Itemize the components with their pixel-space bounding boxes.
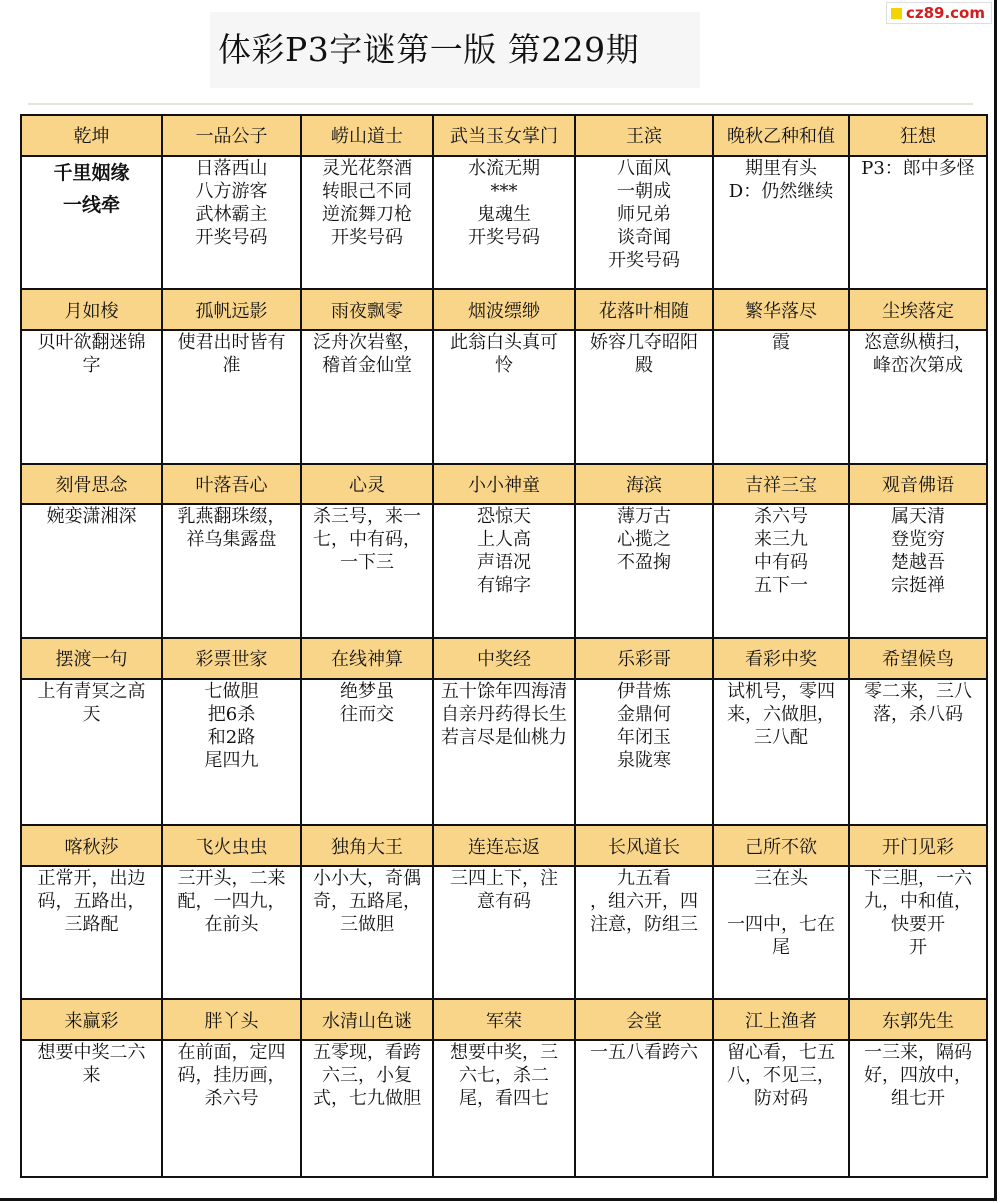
riddle-line: 祥乌集露盘 bbox=[186, 529, 277, 551]
riddle-cell bbox=[575, 330, 713, 463]
column-header: 观音佛语 bbox=[849, 464, 987, 505]
riddle-line: 来 bbox=[82, 1065, 101, 1087]
riddle-line: 水流无期 bbox=[468, 157, 540, 179]
riddle-line: 金鼎何 bbox=[617, 703, 671, 725]
riddle-line: 楚越吾 bbox=[891, 552, 945, 574]
riddle-line: 鬼魂生 bbox=[477, 203, 531, 225]
riddle-line: 在前面，定四 bbox=[177, 1042, 286, 1064]
riddle-line: 一四中，七在 bbox=[727, 913, 835, 935]
riddle-cell bbox=[21, 866, 162, 999]
riddle-line: 有锦字 bbox=[477, 575, 531, 597]
header-row bbox=[21, 464, 987, 505]
riddle-line: 灵光花祭酒 bbox=[322, 157, 412, 179]
riddle-line: 杀六号 bbox=[204, 1088, 259, 1110]
column-header: 中奖经 bbox=[433, 638, 575, 679]
riddle-line: 七，中有码， bbox=[313, 529, 421, 551]
watermark-square-icon bbox=[891, 8, 902, 19]
riddle-line: 不盈掬 bbox=[617, 552, 671, 574]
riddle-line: 伊昔炼 bbox=[617, 680, 671, 702]
riddle-line: 尾四九 bbox=[204, 749, 259, 771]
riddle-cell bbox=[575, 156, 713, 289]
riddle-line: 恣意纵横扫， bbox=[864, 332, 972, 354]
column-header: 繁华落尽 bbox=[713, 289, 849, 330]
column-header: 乐彩哥 bbox=[575, 638, 713, 679]
riddle-line: 薄万古 bbox=[617, 506, 671, 528]
column-header: 武当玉女掌门 bbox=[433, 115, 575, 156]
riddle-line: 声语况 bbox=[477, 552, 531, 574]
riddle-line: 心揽之 bbox=[617, 529, 671, 551]
riddle-cell bbox=[301, 156, 433, 289]
riddle-cell bbox=[849, 679, 987, 825]
riddle-line: 开奖号码 bbox=[468, 226, 540, 248]
riddle-line: 字 bbox=[82, 355, 101, 377]
page-title: 体彩P3字谜第一版 第229期 bbox=[218, 30, 640, 69]
riddle-line: 殿 bbox=[635, 355, 653, 377]
header-row bbox=[21, 999, 987, 1040]
riddle-cell bbox=[713, 504, 849, 637]
riddle-line: 式，七九做胆 bbox=[313, 1088, 421, 1110]
riddle-line: 准 bbox=[222, 355, 241, 377]
riddle-cell bbox=[433, 504, 575, 637]
riddle-line: 宗挺禅 bbox=[891, 575, 945, 597]
riddle-line: 怜 bbox=[495, 355, 513, 377]
content-row bbox=[21, 679, 987, 825]
riddle-cell bbox=[21, 1040, 162, 1177]
riddle-line: 八方游客 bbox=[195, 180, 268, 202]
riddle-line: 往而交 bbox=[340, 703, 394, 725]
column-header: 月如梭 bbox=[21, 289, 162, 330]
riddle-line: 使君出时皆有 bbox=[177, 332, 286, 354]
riddle-line: 想要中奖，三 bbox=[450, 1042, 558, 1064]
riddle-line: 稽首金仙堂 bbox=[322, 355, 412, 377]
column-header: 水清山色谜 bbox=[301, 999, 433, 1040]
riddle-line: 六三，小复 bbox=[322, 1065, 412, 1087]
column-header: 希望候鸟 bbox=[849, 638, 987, 679]
riddle-line: 转眼己不同 bbox=[322, 180, 412, 202]
riddle-line: 三做胆 bbox=[340, 913, 394, 935]
riddle-line: 中有码 bbox=[754, 552, 808, 574]
title-divider bbox=[28, 103, 973, 105]
riddle-line: 年闭玉 bbox=[617, 726, 671, 748]
riddle-line: 泉陇寒 bbox=[617, 749, 671, 771]
riddle-cell bbox=[162, 156, 301, 289]
column-header: 小小神童 bbox=[433, 464, 575, 505]
riddle-line: 三开头，二来 bbox=[177, 867, 286, 889]
content-row bbox=[21, 1040, 987, 1177]
riddle-line: 期里有头 bbox=[745, 157, 817, 179]
riddle-cell bbox=[301, 330, 433, 463]
column-header: 晚秋乙种和值 bbox=[713, 115, 849, 156]
riddle-line: 留心看，七五 bbox=[727, 1042, 835, 1064]
blank-logo-area bbox=[28, 22, 208, 94]
column-header: 一品公子 bbox=[162, 115, 301, 156]
riddle-line: 防对码 bbox=[754, 1088, 808, 1110]
riddle-cell bbox=[849, 156, 987, 289]
riddle-line: 开奖号码 bbox=[195, 226, 268, 248]
riddle-cell bbox=[301, 504, 433, 637]
riddle-line: 三在头 bbox=[754, 867, 808, 889]
riddle-cell bbox=[21, 679, 162, 825]
riddle-line: 自亲丹药得长生 bbox=[441, 703, 567, 725]
riddle-cell bbox=[433, 330, 575, 463]
riddle-line: 试机号，零四 bbox=[727, 680, 835, 702]
column-header: 摆渡一句 bbox=[21, 638, 162, 679]
riddle-line: 日落西山 bbox=[195, 157, 268, 179]
watermark-text: cz89.com bbox=[905, 4, 985, 22]
riddle-table bbox=[20, 114, 988, 1178]
riddle-cell bbox=[713, 866, 849, 999]
column-header: 在线神算 bbox=[301, 638, 433, 679]
column-header: 崂山道士 bbox=[301, 115, 433, 156]
riddle-line: *** bbox=[490, 180, 518, 202]
riddle-line: 五十馀年四海清 bbox=[441, 680, 567, 702]
riddle-line: 一五八看跨六 bbox=[590, 1042, 698, 1064]
riddle-cell bbox=[713, 679, 849, 825]
riddle-line: 小小大，奇偶 bbox=[313, 867, 421, 889]
watermark-badge[interactable] bbox=[886, 2, 992, 24]
riddle-line: 泛舟次岩壑， bbox=[313, 332, 421, 354]
content-row bbox=[21, 330, 987, 463]
riddle-cell bbox=[162, 866, 301, 999]
riddle-line: 九五看 bbox=[617, 867, 671, 889]
riddle-line: 娇容几夺昭阳 bbox=[590, 332, 698, 354]
riddle-line: 尾 bbox=[772, 936, 790, 958]
column-header: 王滨 bbox=[575, 115, 713, 156]
riddle-line: 三路配 bbox=[64, 913, 119, 935]
riddle-line: 一线牵 bbox=[62, 193, 120, 216]
riddle-cell bbox=[21, 330, 162, 463]
riddle-line: 天 bbox=[82, 703, 101, 725]
riddle-line: 码，挂历画， bbox=[177, 1065, 286, 1087]
riddle-line: 婉娈潇湘深 bbox=[46, 506, 137, 528]
riddle-line: 杀六号 bbox=[754, 506, 808, 528]
column-header: 喀秋莎 bbox=[21, 825, 162, 866]
riddle-line: 登览穷 bbox=[891, 529, 945, 551]
riddle-line: 杀三号，来一 bbox=[313, 506, 421, 528]
riddle-cell bbox=[162, 504, 301, 637]
riddle-line: 八面风 bbox=[617, 157, 671, 179]
riddle-line: 把6杀 bbox=[207, 703, 256, 725]
riddle-line: ，组六开，四 bbox=[590, 890, 698, 912]
riddle-line: 一三来，隔码 bbox=[864, 1042, 972, 1064]
column-header: 孤帆远影 bbox=[162, 289, 301, 330]
riddle-line: 在前头 bbox=[204, 913, 259, 935]
riddle-line: 正常开，出边 bbox=[37, 867, 146, 889]
riddle-cell bbox=[301, 866, 433, 999]
riddle-line: 和2路 bbox=[207, 726, 256, 748]
riddle-line: 想要中奖二六 bbox=[37, 1042, 146, 1064]
riddle-cell bbox=[433, 1040, 575, 1177]
riddle-line: 尾，看四七 bbox=[459, 1088, 549, 1110]
riddle-line: 贝叶欲翻迷锦 bbox=[37, 332, 146, 354]
riddle-line: 千里姻缘 bbox=[53, 161, 130, 184]
header-row bbox=[21, 289, 987, 330]
riddle-line: 零二来，三八 bbox=[864, 680, 972, 702]
column-header: 飞火虫虫 bbox=[162, 825, 301, 866]
content-row bbox=[21, 156, 987, 289]
column-header: 看彩中奖 bbox=[713, 638, 849, 679]
riddle-cell bbox=[301, 679, 433, 825]
riddle-line: 师兄弟 bbox=[617, 203, 671, 225]
column-header: 江上渔者 bbox=[713, 999, 849, 1040]
column-header: 长风道长 bbox=[575, 825, 713, 866]
riddle-line: 霞 bbox=[772, 332, 790, 354]
riddle-line: 八，不见三， bbox=[727, 1065, 835, 1087]
riddle-line: 三八配 bbox=[754, 726, 808, 748]
riddle-line: 落，杀八码 bbox=[873, 703, 963, 725]
column-header: 花落叶相随 bbox=[575, 289, 713, 330]
riddle-line: 峰峦次第成 bbox=[873, 355, 963, 377]
riddle-line: 谈奇闻 bbox=[617, 226, 671, 248]
riddle-line: 注意，防组三 bbox=[590, 913, 698, 935]
riddle-cell bbox=[433, 156, 575, 289]
riddle-line: 六七，杀二 bbox=[459, 1065, 549, 1087]
column-header: 雨夜飘零 bbox=[301, 289, 433, 330]
column-header: 开门见彩 bbox=[849, 825, 987, 866]
column-header: 烟波缥缈 bbox=[433, 289, 575, 330]
riddle-line: 配，一四九， bbox=[177, 890, 286, 912]
riddle-cell bbox=[849, 866, 987, 999]
riddle-cell bbox=[433, 679, 575, 825]
riddle-line: 五下一 bbox=[754, 575, 808, 597]
column-header: 叶落吾心 bbox=[162, 464, 301, 505]
riddle-line: 好，四放中， bbox=[864, 1065, 972, 1087]
riddle-line: 快要开 bbox=[891, 913, 945, 935]
column-header: 东郭先生 bbox=[849, 999, 987, 1040]
riddle-cell bbox=[301, 1040, 433, 1177]
riddle-line: 九，中和值， bbox=[864, 890, 972, 912]
column-header: 海滨 bbox=[575, 464, 713, 505]
column-header: 尘埃落定 bbox=[849, 289, 987, 330]
column-header: 会堂 bbox=[575, 999, 713, 1040]
riddle-line: 乳燕翻珠缀， bbox=[177, 506, 286, 528]
riddle-cell bbox=[21, 156, 162, 289]
riddle-line: 此翁白头真可 bbox=[450, 332, 558, 354]
riddle-line: 下三胆，一六 bbox=[864, 867, 972, 889]
riddle-line: 逆流舞刀枪 bbox=[322, 203, 412, 225]
riddle-line: 来，六做胆， bbox=[727, 703, 835, 725]
riddle-cell bbox=[849, 330, 987, 463]
riddle-cell bbox=[162, 330, 301, 463]
riddle-line: 恐惊天 bbox=[477, 506, 531, 528]
riddle-line: 上有青冥之高 bbox=[37, 680, 146, 702]
header-row bbox=[21, 638, 987, 679]
column-header: 乾坤 bbox=[21, 115, 162, 156]
riddle-cell bbox=[713, 1040, 849, 1177]
column-header: 军荣 bbox=[433, 999, 575, 1040]
riddle-cell bbox=[433, 866, 575, 999]
riddle-line: 三四上下，注 bbox=[450, 867, 558, 889]
column-header: 刻骨思念 bbox=[21, 464, 162, 505]
riddle-line: 一朝成 bbox=[617, 180, 671, 202]
riddle-line: 属天清 bbox=[891, 506, 945, 528]
riddle-cell bbox=[713, 156, 849, 289]
riddle-line: 组七开 bbox=[891, 1088, 945, 1110]
riddle-cell bbox=[849, 504, 987, 637]
column-header: 己所不欲 bbox=[713, 825, 849, 866]
riddle-cell bbox=[713, 330, 849, 463]
header-row bbox=[21, 825, 987, 866]
riddle-cell bbox=[575, 866, 713, 999]
riddle-cell bbox=[162, 1040, 301, 1177]
column-header: 心灵 bbox=[301, 464, 433, 505]
riddle-cell bbox=[162, 679, 301, 825]
riddle-line: 武林霸主 bbox=[195, 203, 268, 225]
riddle-line: 五零现，看跨 bbox=[313, 1042, 421, 1064]
content-row bbox=[21, 504, 987, 637]
riddle-line: 开 bbox=[909, 936, 927, 958]
column-header: 吉祥三宝 bbox=[713, 464, 849, 505]
riddle-line: 开奖号码 bbox=[331, 226, 403, 248]
riddle-line: 意有码 bbox=[477, 890, 531, 912]
riddle-line: 一下三 bbox=[340, 552, 394, 574]
header-row bbox=[21, 115, 987, 156]
riddle-line: 开奖号码 bbox=[608, 249, 680, 271]
column-header: 狂想 bbox=[849, 115, 987, 156]
riddle-line: 来三九 bbox=[754, 529, 808, 551]
riddle-cell bbox=[575, 504, 713, 637]
riddle-cell bbox=[21, 504, 162, 637]
riddle-line: 若言尽是仙桃力 bbox=[441, 726, 567, 748]
column-header: 连连忘返 bbox=[433, 825, 575, 866]
riddle-line: 绝梦虽 bbox=[340, 680, 394, 702]
riddle-line: 码，五路出， bbox=[37, 890, 146, 912]
riddle-line bbox=[714, 890, 848, 913]
riddle-line: 七做胆 bbox=[204, 680, 259, 702]
riddle-cell bbox=[575, 679, 713, 825]
column-header: 来赢彩 bbox=[21, 999, 162, 1040]
content-row bbox=[21, 866, 987, 999]
riddle-cell bbox=[575, 1040, 713, 1177]
riddle-cell bbox=[849, 1040, 987, 1177]
riddle-line: 上人高 bbox=[477, 529, 531, 551]
riddle-line: P3：郎中多怪 bbox=[861, 157, 975, 179]
riddle-line: 奇，五路尾， bbox=[313, 890, 421, 912]
column-header: 胖丫头 bbox=[162, 999, 301, 1040]
column-header: 彩票世家 bbox=[162, 638, 301, 679]
column-header: 独角大王 bbox=[301, 825, 433, 866]
riddle-line: D：仍然继续 bbox=[728, 180, 834, 202]
